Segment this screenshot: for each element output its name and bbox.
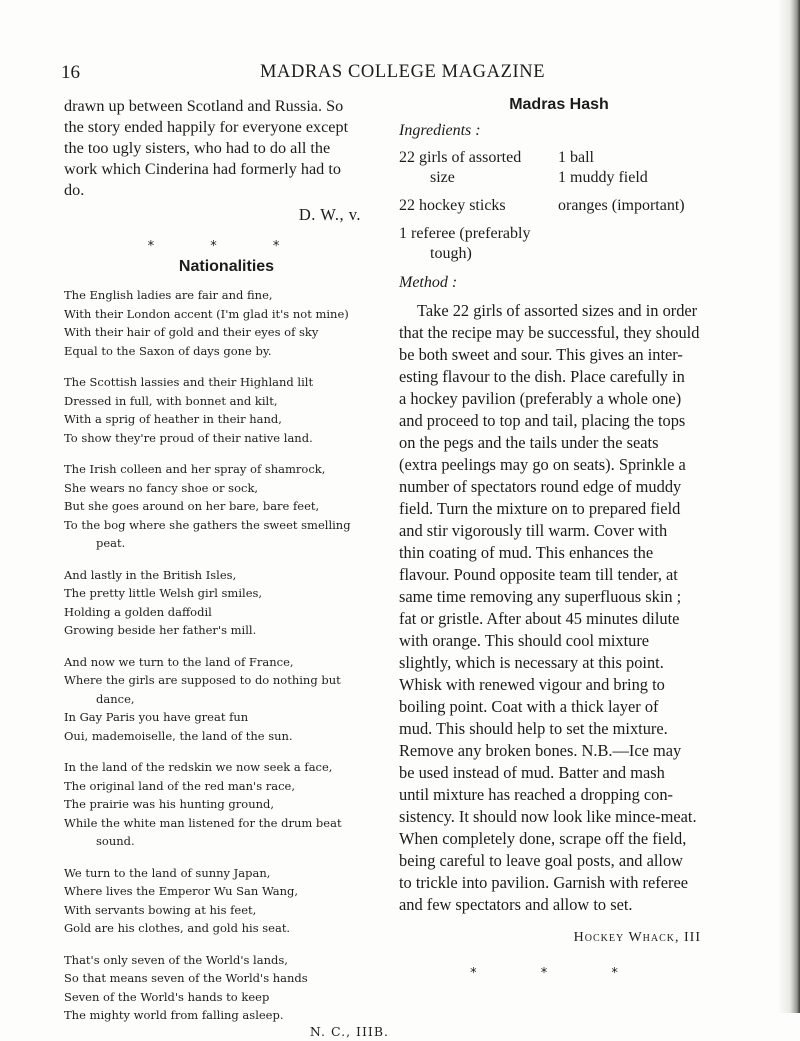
page-number: 16 <box>61 62 80 84</box>
ingredient-item-cont: size <box>399 168 558 188</box>
poem-line: That's only seven of the World's lands, <box>64 951 389 970</box>
poem-line: To show they're proud of their native land. <box>64 429 389 448</box>
right-column <box>399 96 719 981</box>
poem-line: The pretty little Welsh girl smiles, <box>64 584 389 603</box>
poem-line: Seven of the World's hands to keep <box>64 988 389 1007</box>
method-line: and stir vigorously till warm. Cover with <box>399 520 719 542</box>
poem-stanza <box>64 951 389 1025</box>
poem-line: Where lives the Emperor Wu San Wang, <box>64 882 389 901</box>
page-edge-shadow <box>778 0 800 1013</box>
ingredient-item: 1 muddy field <box>558 168 719 188</box>
ingredient-item: oranges (important) <box>558 196 719 216</box>
poem-line: She wears no fancy shoe or sock, <box>64 479 389 498</box>
method-line: Remove any broken bones. N.B.—Ice may <box>399 740 719 762</box>
poem <box>64 286 389 1041</box>
poem-line: To the bog where she gathers the sweet smelling <box>64 516 389 535</box>
recipe-title: Madras Hash <box>399 96 719 114</box>
method-line: and few spectators and allow to set. <box>399 894 719 916</box>
method-line: mud. This should help to set the mixture. <box>399 718 719 740</box>
ingredients-label: Ingredients : <box>399 122 719 140</box>
poem-line: Where the girls are supposed to do nothing but <box>64 671 389 690</box>
poem-title: Nationalities <box>64 258 389 276</box>
method-line: sistency. It should now look like mince-meat. <box>399 806 719 828</box>
ingredient-item: 1 referee (preferably <box>399 224 699 244</box>
poem-line: The mighty world from falling asleep. <box>64 1006 389 1025</box>
method-line: and proceed to top and tail, placing the tops <box>399 410 719 432</box>
left-column <box>64 96 389 1041</box>
poem-line: So that means seven of the World's hands <box>64 969 389 988</box>
poem-line: And now we turn to the land of France, <box>64 653 389 672</box>
recipe-signature: Hockey Whack, III <box>399 930 701 946</box>
story-line: work which Cinderina had formerly had to <box>64 159 389 180</box>
story-line: the story ended happily for everyone except <box>64 117 389 138</box>
poem-stanza <box>64 460 389 553</box>
method-line: flavour. Pound opposite team till tender, at <box>399 564 719 586</box>
method-line: be both sweet and sour. This gives an inter- <box>399 344 719 366</box>
method-line: until mixture has reached a dropping con- <box>399 784 719 806</box>
poem-line: sound. <box>64 832 389 851</box>
poem-line: While the white man listened for the drum beat <box>64 814 389 833</box>
poem-stanza <box>64 373 389 447</box>
poem-line: Oui, mademoiselle, the land of the sun. <box>64 727 389 746</box>
story-ending <box>64 96 389 201</box>
poem-line: In Gay Paris you have great fun <box>64 708 389 727</box>
method-line: esting flavour to the dish. Place carefully in <box>399 366 719 388</box>
ingredient-item: 22 girls of assorted <box>399 148 558 168</box>
method-line: number of spectators round edge of muddy <box>399 476 719 498</box>
poem-line: With their London accent (I'm glad it's not mine) <box>64 305 389 324</box>
story-line: do. <box>64 180 389 201</box>
method-line: to trickle into pavilion. Garnish with referee <box>399 872 719 894</box>
method-line: being careful to leave goal posts, and allow <box>399 850 719 872</box>
poem-line: Gold are his clothes, and gold his seat. <box>64 919 389 938</box>
poem-line: We turn to the land of sunny Japan, <box>64 864 389 883</box>
poem-line: The original land of the red man's race, <box>64 777 389 796</box>
story-line: drawn up between Scotland and Russia. So <box>64 96 389 117</box>
poem-stanza <box>64 566 389 640</box>
poem-line: In the land of the redskin we now seek a face, <box>64 758 389 777</box>
section-separator: * * * <box>64 239 389 254</box>
method-line: Whisk with renewed vigour and bring to <box>399 674 719 696</box>
section-separator: * * * <box>399 966 719 981</box>
poem-line: dance, <box>64 690 389 709</box>
poem-stanza <box>64 758 389 851</box>
method-line: same time removing any superfluous skin ; <box>399 586 719 608</box>
method-line: on the pegs and the tails under the seats <box>399 432 719 454</box>
poem-line: But she goes around on her bare, bare feet, <box>64 497 389 516</box>
poem-stanza <box>64 286 389 360</box>
story-signature: D. W., v. <box>64 205 361 225</box>
poem-line: Growing beside her father's mill. <box>64 621 389 640</box>
poem-line: With servants bowing at his feet, <box>64 901 389 920</box>
method-label: Method : <box>399 274 719 292</box>
poem-line: With a sprig of heather in their hand, <box>64 410 389 429</box>
poem-line: The Scottish lassies and their Highland lilt <box>64 373 389 392</box>
story-line: the too ugly sisters, who had to do all the <box>64 138 389 159</box>
method-line: a hockey pavilion (preferably a whole one) <box>399 388 719 410</box>
poem-signature: N. C., IIIB. <box>64 1023 389 1041</box>
method-line: slightly, which is necessary at this point. <box>399 652 719 674</box>
poem-line: The Irish colleen and her spray of shamrock, <box>64 460 389 479</box>
ingredient-row <box>399 148 719 188</box>
poem-line: Equal to the Saxon of days gone by. <box>64 342 389 361</box>
poem-stanza <box>64 864 389 938</box>
method-line: When completely done, scrape off the field, <box>399 828 719 850</box>
method-line: Take 22 girls of assorted sizes and in order <box>399 300 719 322</box>
method-line: that the recipe may be successful, they should <box>399 322 719 344</box>
method-line: (extra peelings may go on seats). Sprinkle a <box>399 454 719 476</box>
poem-line: Dressed in full, with bonnet and kilt, <box>64 392 389 411</box>
method-line: be used instead of mud. Batter and mash <box>399 762 719 784</box>
method-line: field. Turn the mixture on to prepared field <box>399 498 719 520</box>
ingredient-row <box>399 224 719 264</box>
method-line: thin coating of mud. This enhances the <box>399 542 719 564</box>
poem-line: Holding a golden daffodil <box>64 603 389 622</box>
method-line: with orange. This should cool mixture <box>399 630 719 652</box>
ingredient-item: 1 ball <box>558 148 719 168</box>
ingredient-item-cont: tough) <box>399 244 699 264</box>
running-head: MADRAS COLLEGE MAGAZINE <box>260 62 545 83</box>
poem-line: The prairie was his hunting ground, <box>64 795 389 814</box>
ingredient-row <box>399 196 719 216</box>
poem-line: The English ladies are fair and fine, <box>64 286 389 305</box>
poem-line: And lastly in the British Isles, <box>64 566 389 585</box>
method-line: fat or gristle. After about 45 minutes dilute <box>399 608 719 630</box>
method-line: boiling point. Coat with a thick layer of <box>399 696 719 718</box>
method-text <box>399 300 719 916</box>
poem-line: peat. <box>64 534 389 553</box>
ingredient-item: 22 hockey sticks <box>399 196 558 216</box>
poem-stanza <box>64 653 389 746</box>
poem-line: With their hair of gold and their eyes of sky <box>64 323 389 342</box>
